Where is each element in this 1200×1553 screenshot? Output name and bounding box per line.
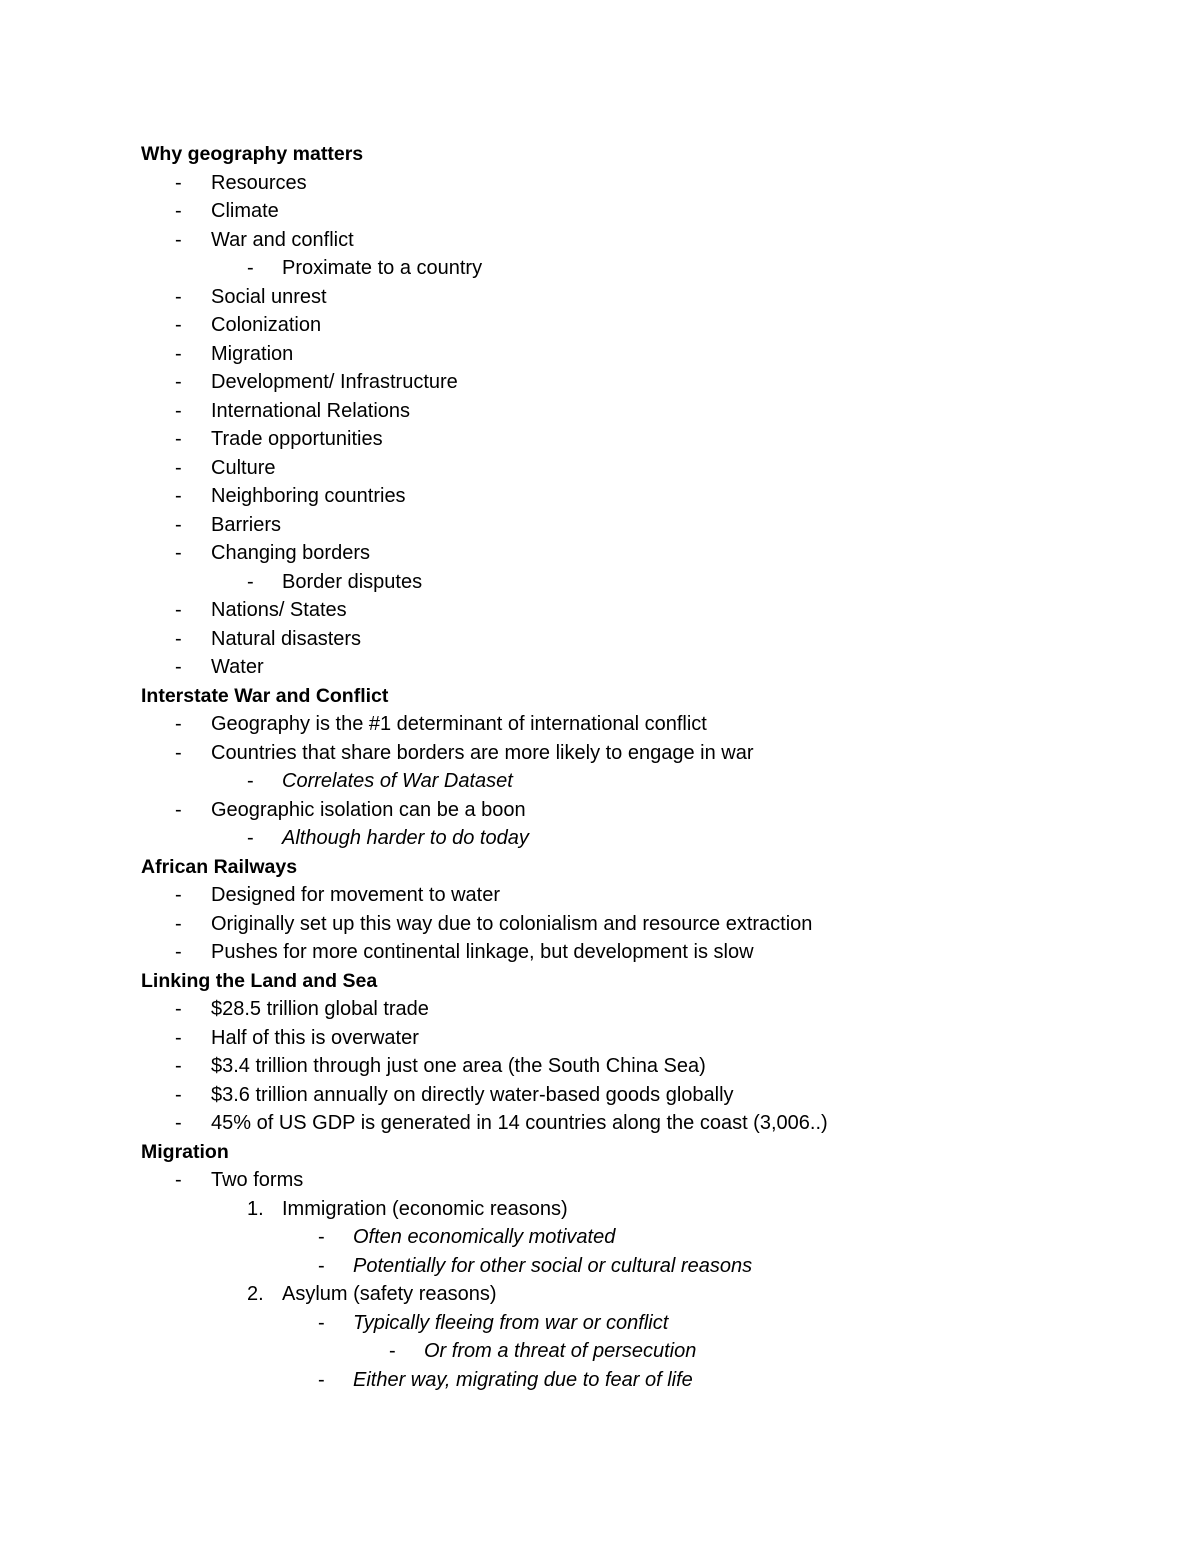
list-item: [0, 1280, 1200, 1308]
list-item: [0, 539, 1200, 567]
list-item-text: War and conflict: [211, 228, 354, 251]
list-item-text: Colonization: [211, 314, 322, 336]
dash-bullet: -: [175, 314, 182, 336]
dash-bullet: -: [175, 599, 182, 621]
list-item-text: $3.6 trillion annually on directly water-based goods globally: [211, 1083, 734, 1106]
dash-bullet: -: [175, 342, 182, 365]
dash-bullet: -: [175, 200, 182, 222]
dash-bullet: -: [175, 228, 182, 251]
dash-bullet: -: [318, 1311, 325, 1334]
list-item: [0, 340, 1200, 368]
dash-bullet: -: [175, 399, 182, 422]
list-item-text: International Relations: [211, 399, 411, 422]
list-item-text: Originally set up this way due to colonialism and resource extraction: [211, 912, 813, 935]
list-item-text: Development/ Infrastructure: [211, 371, 458, 393]
list-item-text: Asylum (safety reasons): [282, 1283, 497, 1305]
dash-bullet: -: [175, 741, 182, 764]
list-item-text: Immigration (economic reasons): [282, 1197, 568, 1220]
list-item: [0, 454, 1200, 482]
list-item-text: Migration: [211, 342, 294, 365]
list-item-text: $28.5 trillion global trade: [211, 998, 429, 1020]
list-item: [0, 568, 1200, 596]
dash-bullet: -: [175, 713, 182, 735]
list-number: 2.: [247, 1283, 264, 1305]
list-item: [0, 1195, 1200, 1223]
list-item: [0, 824, 1200, 852]
list-item: [0, 1081, 1200, 1109]
list-item-text: Proximate to a country: [282, 257, 483, 279]
list-item: [0, 653, 1200, 681]
dash-bullet: -: [175, 1055, 182, 1077]
list-item: [0, 1309, 1200, 1337]
list-item: [0, 368, 1200, 396]
dash-bullet: -: [175, 1083, 182, 1106]
dash-bullet: -: [175, 456, 182, 479]
dash-bullet: -: [175, 1112, 182, 1134]
list-item-text: Neighboring countries: [211, 485, 406, 507]
list-item-text: $3.4 trillion through just one area (the South China Sea): [211, 1055, 706, 1077]
dash-bullet: -: [175, 941, 182, 963]
dash-bullet: -: [175, 513, 182, 536]
list-item-text: Water: [211, 656, 264, 678]
list-item-text: Although harder to do today: [282, 827, 529, 849]
list-item: [0, 796, 1200, 824]
list-item: [0, 767, 1200, 795]
list-item: [0, 1166, 1200, 1194]
list-item-text: Potentially for other social or cultural reasons: [353, 1254, 753, 1277]
section-heading: Interstate War and Conflict: [141, 684, 389, 707]
dash-bullet: -: [175, 627, 182, 650]
list-item-text: Barriers: [211, 513, 282, 536]
dash-bullet: -: [175, 656, 182, 678]
list-item: [0, 910, 1200, 938]
list-item: [0, 938, 1200, 966]
list-item: [0, 482, 1200, 510]
dash-bullet: -: [318, 1368, 325, 1391]
list-item-text: Either way, migrating due to fear of life: [353, 1368, 693, 1391]
list-item: [0, 881, 1200, 909]
section-heading: Linking the Land and Sea: [141, 969, 378, 992]
dash-bullet: -: [318, 1226, 325, 1248]
list-item: [0, 254, 1200, 282]
list-item: [0, 169, 1200, 197]
list-item-text: Culture: [211, 456, 276, 479]
list-item: [0, 1052, 1200, 1080]
dash-bullet: -: [318, 1254, 325, 1277]
list-item-text: Countries that share borders are more likely to engage in war: [211, 741, 754, 764]
dash-bullet: -: [175, 884, 182, 906]
list-item-text: Resources: [211, 171, 307, 194]
dash-bullet: -: [175, 998, 182, 1020]
list-item-text: Changing borders: [211, 542, 370, 564]
dash-bullet: -: [175, 912, 182, 935]
section-heading: Why geography matters: [141, 143, 364, 165]
list-item-text: Two forms: [211, 1169, 304, 1191]
list-item-text: Often economically motivated: [353, 1226, 616, 1248]
dash-bullet: -: [175, 485, 182, 507]
dash-bullet: -: [247, 257, 254, 279]
dash-bullet: -: [175, 542, 182, 564]
list-number: 1.: [247, 1197, 264, 1220]
list-item: [0, 1252, 1200, 1280]
list-item: [0, 311, 1200, 339]
list-item-text: Climate: [211, 200, 279, 222]
list-item-text: Natural disasters: [211, 627, 362, 650]
list-item: [0, 739, 1200, 767]
list-item-text: Or from a threat of persecution: [424, 1340, 697, 1362]
list-item-text: Nations/ States: [211, 599, 347, 621]
list-item: [0, 625, 1200, 653]
dash-bullet: -: [175, 1026, 182, 1049]
dash-bullet: -: [175, 371, 182, 393]
list-item: [0, 425, 1200, 453]
list-item: [0, 1109, 1200, 1137]
section-heading: African Railways: [141, 855, 298, 878]
dash-bullet: -: [175, 798, 182, 821]
list-item: [0, 283, 1200, 311]
list-item: [0, 1337, 1200, 1365]
list-item-text: Geographic isolation can be a boon: [211, 798, 526, 821]
list-item-text: Geography is the #1 determinant of international conflict: [211, 713, 707, 735]
list-item-text: Half of this is overwater: [211, 1026, 419, 1049]
list-item: [0, 710, 1200, 738]
list-item-text: Social unrest: [211, 285, 327, 308]
list-item: [0, 1223, 1200, 1251]
list-item: [0, 226, 1200, 254]
dash-bullet: -: [175, 285, 182, 308]
list-item: [0, 1366, 1200, 1394]
list-item-text: Designed for movement to water: [211, 884, 501, 906]
dash-bullet: -: [175, 428, 182, 450]
list-item-text: Correlates of War Dataset: [282, 770, 513, 792]
list-item: [0, 511, 1200, 539]
list-item-text: Trade opportunities: [211, 428, 383, 450]
section-heading: Migration: [141, 1140, 229, 1163]
list-item-text: 45% of US GDP is generated in 14 countries along the coast (3,006..): [211, 1112, 828, 1134]
dash-bullet: -: [247, 827, 254, 849]
list-item: [0, 596, 1200, 624]
list-item-text: Typically fleeing from war or conflict: [353, 1311, 669, 1334]
list-item-text: Border disputes: [282, 570, 423, 593]
dash-bullet: -: [175, 1169, 182, 1191]
list-item: [0, 1024, 1200, 1052]
dash-bullet: -: [175, 171, 182, 194]
list-item: [0, 197, 1200, 225]
list-item-text: Pushes for more continental linkage, but development is slow: [211, 941, 754, 963]
list-item: [0, 397, 1200, 425]
dash-bullet: -: [247, 770, 254, 792]
dash-bullet: -: [389, 1340, 396, 1362]
list-item: [0, 995, 1200, 1023]
dash-bullet: -: [247, 570, 254, 593]
